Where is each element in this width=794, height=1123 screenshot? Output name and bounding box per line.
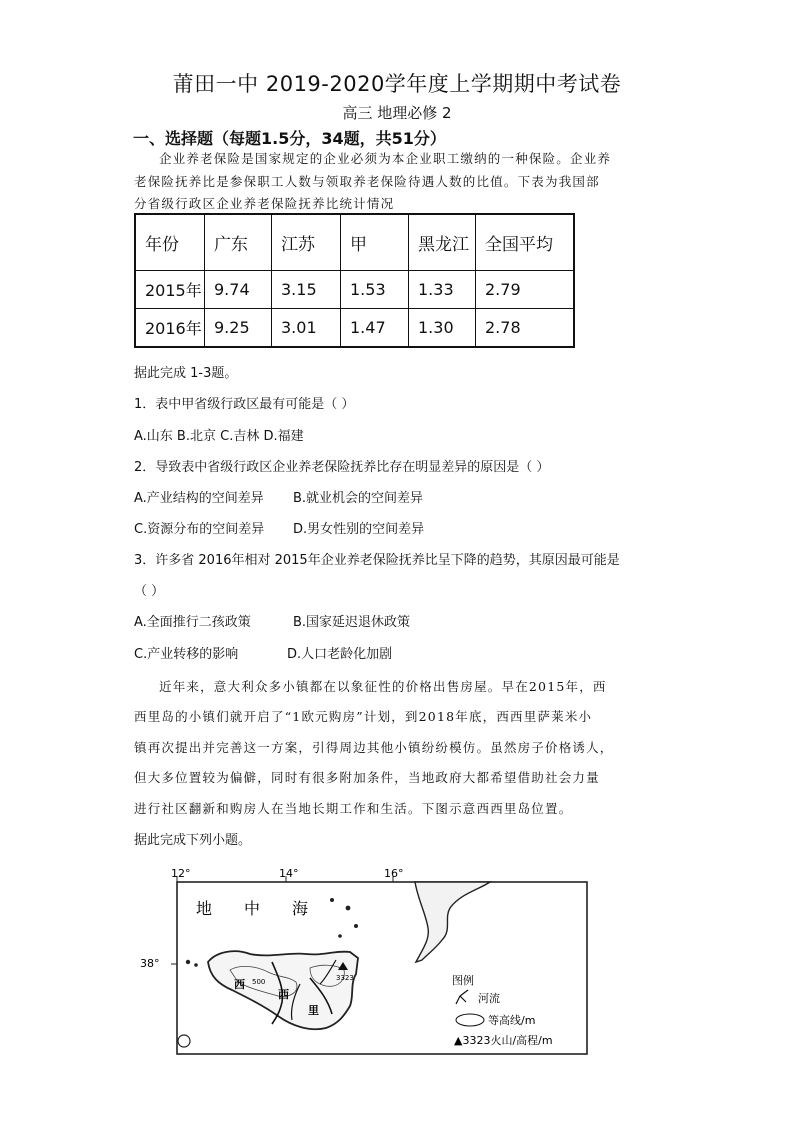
lon-label-14: 14°: [279, 867, 299, 880]
mainland-italy: [415, 882, 490, 962]
small-island: [330, 898, 334, 902]
question-2-option-d: D.男女性别的空间差异: [293, 522, 425, 537]
question-1-stem: 1．表中甲省级行政区最有可能是（ ）: [134, 397, 355, 412]
table-cell: 2.79: [476, 271, 575, 309]
small-island: [338, 934, 342, 938]
place-label: 西: [234, 978, 245, 991]
table-header-cell: 黑龙江: [409, 214, 476, 271]
lat-label-38: 38°: [140, 957, 160, 970]
table-row: [135, 309, 574, 348]
question-3-option-b: B.国家延迟退休政策: [293, 615, 411, 630]
question-2-option-c: C.资源分布的空间差异: [134, 522, 265, 537]
section-heading: 一、选择题（每题1.5分，34题，共51分）: [133, 129, 446, 148]
table-cell: 2016年: [135, 309, 205, 348]
passage2-line: 近年来，意大利众多小镇都在以象征性的价格出售房屋。早在2015年，西: [159, 679, 607, 694]
legend-contour: 等高线/m: [488, 1014, 536, 1027]
table-header-row: [135, 214, 574, 271]
passage1-line: 企业养老保险是国家规定的企业必须为本企业职工缴纳的一种保险。企业养: [159, 151, 612, 166]
question-3-option-d: D.人口老龄化加剧: [287, 647, 393, 662]
legend-volcano: ▲3323火山/高程/m: [454, 1034, 553, 1047]
small-island: [186, 960, 190, 964]
passage2-line: 但大多位置较为偏僻，同时有很多附加条件，当地政府大都希望借助社会力量: [134, 770, 600, 785]
small-island: [346, 906, 351, 911]
passage1-line: 老保险抚养比是参保职工人数与领取养老保险待遇人数的比值。下表为我国部: [134, 174, 600, 189]
question-3-paren: （ ）: [134, 584, 165, 599]
contour-legend-icon: [456, 1014, 484, 1026]
question-3-option-c: C.产业转移的影响: [134, 647, 239, 662]
table-cell: 1.47: [341, 309, 409, 348]
passage2-line: 进行社区翻新和购房人在当地长期工作和生活。下图示意西西里岛位置。: [134, 801, 573, 816]
page-subtitle: 高三 地理必修 2: [342, 104, 452, 122]
table-row: [135, 271, 574, 309]
question-2-stem: 2．导致表中省级行政区企业养老保险抚养比存在明显差异的原因是（ ）: [134, 460, 550, 475]
passage1-line: 分省级行政区企业养老保险抚养比统计情况: [134, 196, 395, 211]
question-2-option-b: B.就业机会的空间差异: [293, 491, 424, 506]
table-cell: 1.30: [409, 309, 476, 348]
table-cell: 3.01: [272, 309, 341, 348]
small-island: [178, 1035, 190, 1047]
lon-label-12: 12°: [171, 867, 191, 880]
question-3-option-a: A.全面推行二孩政策: [134, 615, 251, 630]
sea-label: 海: [292, 899, 309, 918]
passage2-line: 西里岛的小镇们就开启了“1欧元购房”计划，到2018年底，西西里萨莱米小: [134, 709, 593, 724]
place-label: 西: [278, 988, 289, 1001]
table-cell: 1.53: [341, 271, 409, 309]
question-prompt: 据此完成 1-3题。: [134, 366, 238, 381]
sea-label: 地: [196, 899, 213, 918]
place-label: 里: [308, 1004, 319, 1017]
small-island: [354, 924, 358, 928]
table-cell: 2.78: [476, 309, 575, 348]
question-prompt: 据此完成下列小题。: [134, 833, 252, 848]
question-3-stem: 3．许多省 2016年相对 2015年企业养老保险抚养比呈下降的趋势，其原因最可能是: [134, 553, 620, 568]
river-legend-icon: [456, 990, 468, 1004]
question-1-options: A.山东 B.北京 C.吉林 D.福建: [134, 429, 304, 444]
volcano-elevation: 3323: [336, 974, 354, 982]
sea-label: 中: [244, 899, 261, 918]
contour-value-label: 500: [252, 978, 266, 986]
table-cell: 2015年: [135, 271, 205, 309]
question-2-option-a: A.产业结构的空间差异: [134, 491, 264, 506]
table-cell: 9.25: [205, 309, 272, 348]
small-island: [194, 963, 198, 967]
table-cell: 9.74: [205, 271, 272, 309]
sicily-location-map: [140, 866, 600, 1058]
table-cell: 1.33: [409, 271, 476, 309]
table-header-cell: 全国平均: [476, 214, 575, 271]
legend-title: 图例: [452, 974, 474, 987]
page-title: 莆田一中 2019-2020学年度上学期期中考试卷: [172, 72, 622, 96]
table-header-cell: 广东: [205, 214, 272, 271]
table-header-cell: 年份: [135, 214, 205, 271]
table-header-cell: 江苏: [272, 214, 341, 271]
lon-label-16: 16°: [384, 867, 404, 880]
table-cell: 3.15: [272, 271, 341, 309]
pension-ratio-table: [134, 213, 575, 348]
legend-river: 河流: [478, 992, 500, 1005]
passage2-line: 镇再次提出并完善这一方案，引得周边其他小镇纷纷模仿。虽然房子价格诱人，: [134, 740, 614, 755]
table-header-cell: 甲: [341, 214, 409, 271]
